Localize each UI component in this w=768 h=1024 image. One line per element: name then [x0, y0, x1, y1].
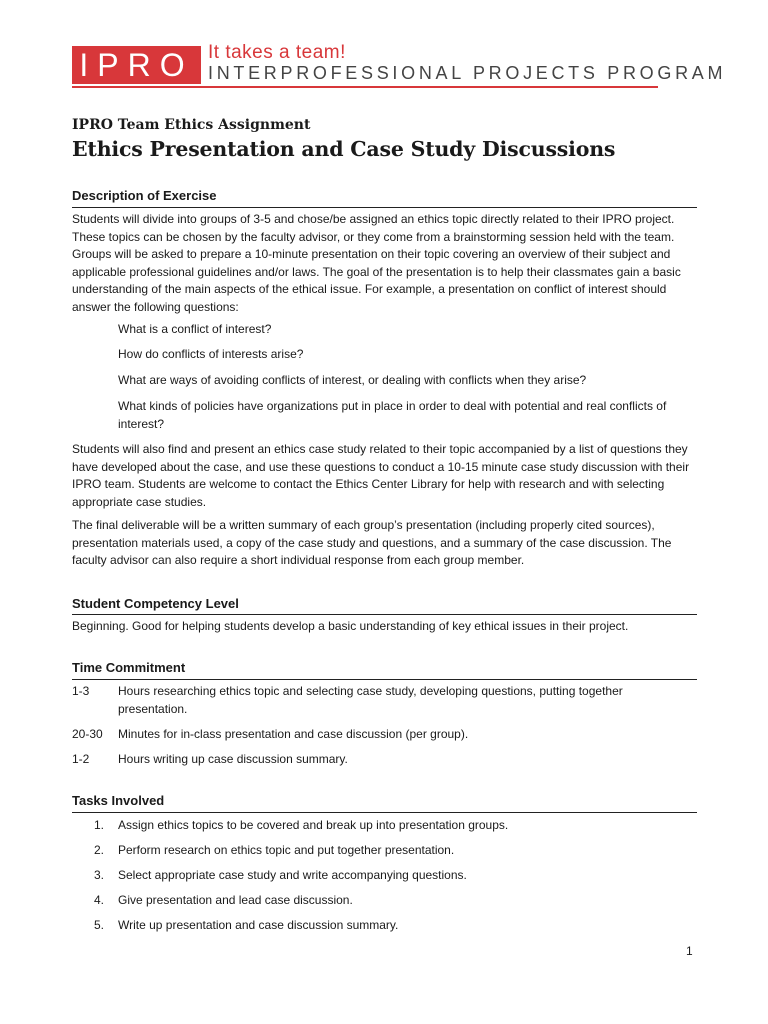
task-number: 4. [94, 893, 105, 907]
time-amount: 1-3 [72, 684, 90, 698]
assignment-label: IPRO Team Ethics Assignment [72, 117, 311, 133]
logo-program-name: INTERPROFESSIONAL PROJECTS PROGRAM [208, 63, 727, 83]
question-item: What are ways of avoiding conflicts of interest, or dealing with conflicts when they arise? [118, 373, 587, 387]
time-amount: 20-30 [72, 727, 103, 741]
page-number: 1 [686, 944, 693, 958]
page-title: Ethics Presentation and Case Study Discussions [72, 137, 616, 161]
section-heading-tasks: Tasks Involved [72, 793, 165, 808]
task-text: Perform research on ethics topic and put together presentation. [118, 843, 455, 857]
question-item: What kinds of policies have organizations put in place in order to deal with potential and real conflicts of interest? [118, 399, 667, 431]
section-rule [72, 812, 697, 813]
section-rule [72, 679, 697, 680]
section-rule [72, 207, 697, 208]
ipro-logo [72, 42, 727, 88]
task-number: 5. [94, 918, 105, 932]
logo-rule [72, 86, 658, 88]
section-heading-time: Time Commitment [72, 660, 186, 675]
section-heading-description: Description of Exercise [72, 188, 217, 203]
time-description: Minutes for in-class presentation and case discussion (per group). [118, 727, 469, 741]
task-number: 1. [94, 818, 105, 832]
task-number: 3. [94, 868, 105, 882]
time-description: Hours researching ethics topic and selecting case study, developing questions, putting together presentation. [118, 684, 623, 716]
section-rule [72, 614, 697, 615]
task-text: Give presentation and lead case discussion. [118, 893, 353, 907]
competency-text: Beginning. Good for helping students develop a basic understanding of key ethical issues in their project. [72, 619, 629, 633]
task-text: Assign ethics topics to be covered and break up into presentation groups. [118, 818, 509, 832]
description-paragraph-1: Students will divide into groups of 3-5 and chose/be assigned an ethics topic directly related to their IPRO project. These topics can be chosen by the faculty advisor, or they come from a brainstorming session held with the team. Groups will be asked to prepare a 10-minute presentation on their topic covering an overview of their subject and applicable professional guidelines and/or laws. The goal of the presentation is to help their classmates gain a basic understanding of the main aspects of the ethical issue. For example, a presentation on conflict of interest should answer the following questions: [72, 212, 681, 314]
question-item: What is a conflict of interest? [118, 322, 272, 336]
section-heading-competency: Student Competency Level [72, 596, 239, 611]
time-description: Hours writing up case discussion summary. [118, 752, 348, 766]
task-text: Write up presentation and case discussion summary. [118, 918, 399, 932]
question-item: How do conflicts of interests arise? [118, 347, 304, 361]
task-text: Select appropriate case study and write accompanying questions. [118, 868, 467, 882]
logo-tagline: It takes a team! [208, 42, 346, 63]
task-number: 2. [94, 843, 105, 857]
time-amount: 1-2 [72, 752, 90, 766]
description-paragraph-2: Students will also find and present an ethics case study related to their topic accompanied by a list of questions they have developed about the case, and use these questions to conduct a 10-15 minute case study discussion with their IPRO team. Students are welcome to contact the Ethics Center Library for help with research and with selecting appropriate case studies. [72, 442, 690, 509]
description-paragraph-3: The final deliverable will be a written summary of each group’s presentation (including properly cited sources), presentation materials used, a copy of the case study and questions, and a summary of the case discussion. The faculty advisor can also require a short individual response from each group member. [72, 518, 672, 568]
logo-wordmark: IPRO [72, 46, 201, 84]
